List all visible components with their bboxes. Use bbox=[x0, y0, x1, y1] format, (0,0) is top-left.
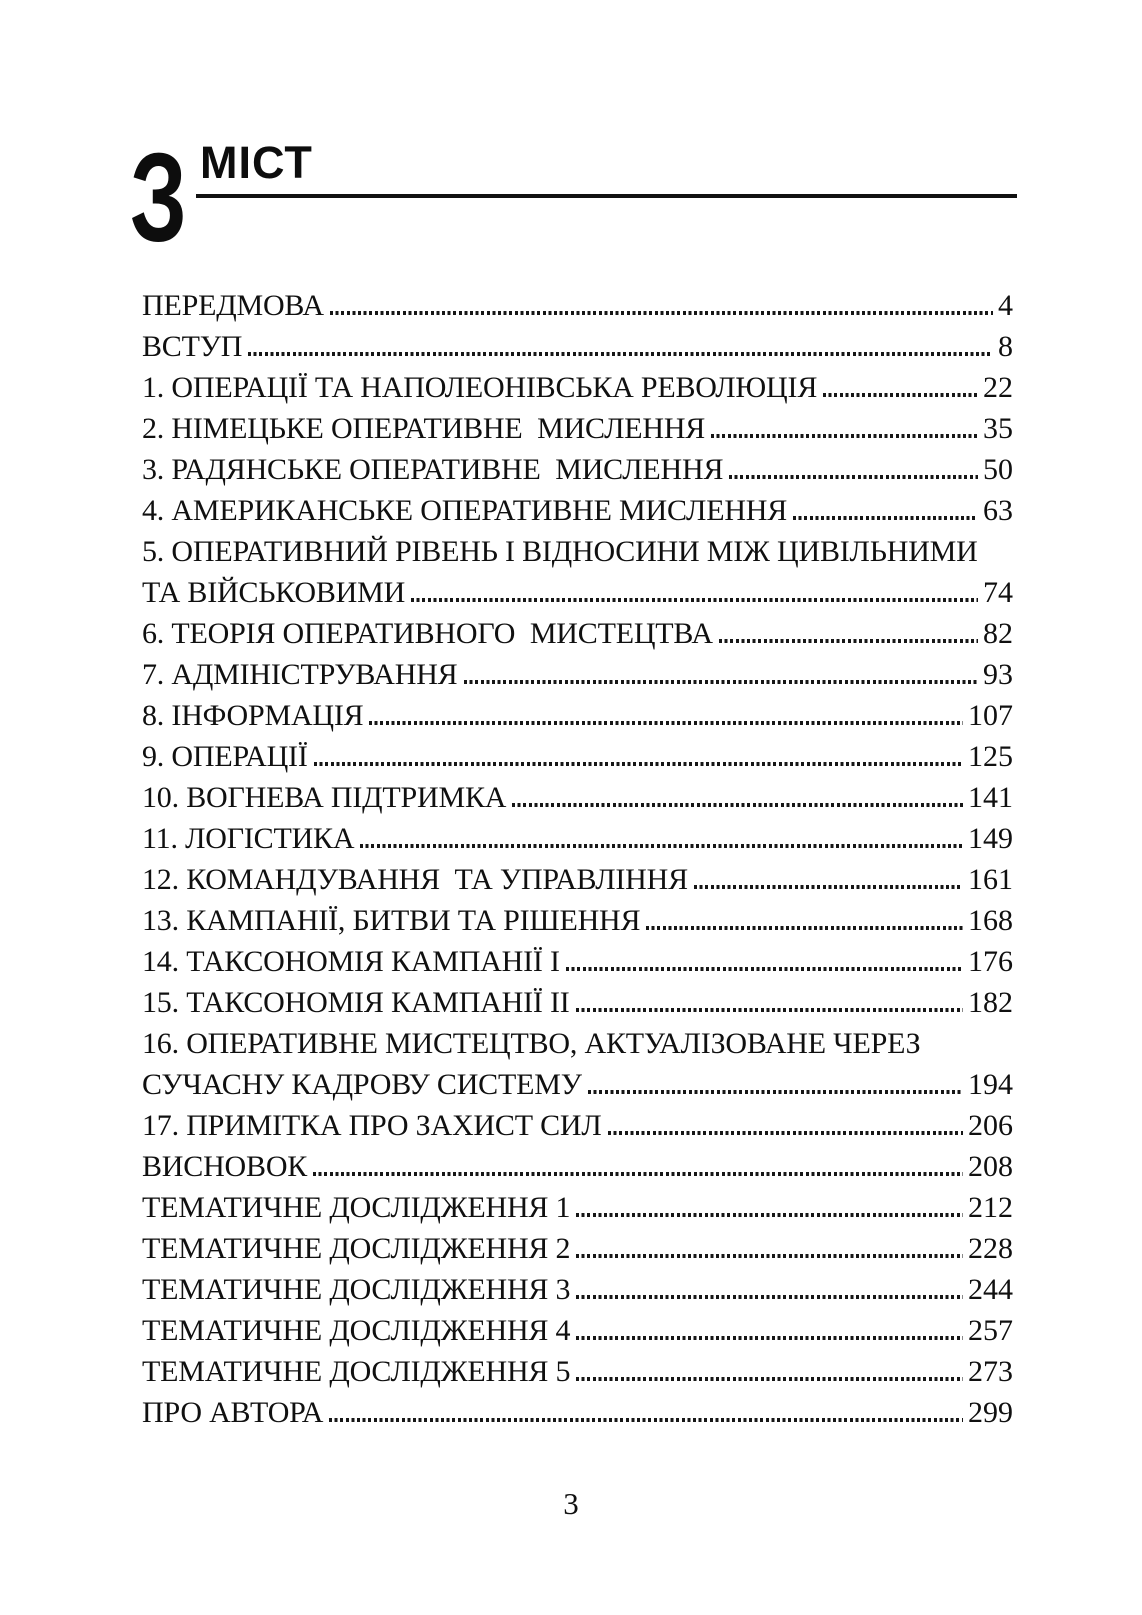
toc-entry-line bbox=[142, 777, 1013, 818]
toc-leader-dots bbox=[330, 311, 993, 315]
toc-entry-line bbox=[142, 695, 1013, 736]
toc-entry-label: 6. ТЕОРІЯ ОПЕРАТИВНОГО МИСТЕЦТВА bbox=[142, 617, 713, 650]
toc-entry-label: 3. РАДЯНСЬКЕ ОПЕРАТИВНЕ МИСЛЕННЯ bbox=[142, 453, 724, 486]
toc-entry-line bbox=[142, 900, 1013, 941]
toc-entry-line bbox=[142, 613, 1013, 654]
toc-page-number: 208 bbox=[968, 1150, 1013, 1183]
toc-page-number: 93 bbox=[983, 658, 1013, 691]
toc-leader-dots bbox=[464, 680, 979, 684]
toc-page-number: 299 bbox=[968, 1396, 1013, 1429]
toc-entry-line bbox=[142, 941, 1013, 982]
toc-entry-line bbox=[142, 531, 1013, 572]
toc-entry-line bbox=[142, 408, 1013, 449]
toc-entry bbox=[142, 449, 1013, 490]
toc-entry-label: 15. ТАКСОНОМІЯ КАМПАНІЇ ІІ bbox=[142, 986, 570, 1019]
toc-entry-label: 16. ОПЕРАТИВНЕ МИСТЕЦТВО, АКТУАЛІЗОВАНЕ ЧЕРЕЗ bbox=[142, 1027, 921, 1060]
toc-entry bbox=[142, 1269, 1013, 1310]
toc-entry-label: 14. ТАКСОНОМІЯ КАМПАНІЇ І bbox=[142, 945, 560, 978]
toc-entry-label: ТЕМАТИЧНЕ ДОСЛІДЖЕННЯ 2 bbox=[142, 1232, 571, 1265]
toc-entry bbox=[142, 818, 1013, 859]
toc-page-number: 257 bbox=[968, 1314, 1013, 1347]
toc-page-number: 206 bbox=[968, 1109, 1013, 1142]
toc-page-number: 149 bbox=[968, 822, 1013, 855]
toc-entry-label: ПЕРЕДМОВА bbox=[142, 289, 324, 322]
toc-leader-dots bbox=[711, 434, 978, 438]
toc-page-number: 8 bbox=[998, 330, 1013, 363]
toc-leader-dots bbox=[369, 721, 963, 725]
header-rule bbox=[196, 194, 1017, 198]
toc-entry bbox=[142, 736, 1013, 777]
toc-leader-dots bbox=[576, 1336, 963, 1340]
toc-leader-dots bbox=[576, 1377, 963, 1381]
toc-entry-line bbox=[142, 1269, 1013, 1310]
toc-entry bbox=[142, 1105, 1013, 1146]
toc-entry-label: ПРО АВТОРА bbox=[142, 1396, 324, 1429]
toc-page-number: 168 bbox=[968, 904, 1013, 937]
toc-entry bbox=[142, 531, 1013, 613]
toc-entry-line bbox=[142, 490, 1013, 531]
toc-entry-label: ТЕМАТИЧНЕ ДОСЛІДЖЕННЯ 1 bbox=[142, 1191, 571, 1224]
toc-entry-label: 5. ОПЕРАТИВНИЙ РІВЕНЬ І ВІДНОСИНИ МІЖ ЦИВІЛЬНИМИ bbox=[142, 535, 978, 568]
toc-entry bbox=[142, 900, 1013, 941]
toc-entry-label: 1. ОПЕРАЦІЇ ТА НАПОЛЕОНІВСЬКА РЕВОЛЮЦІЯ bbox=[142, 371, 818, 404]
toc-entry-line bbox=[142, 736, 1013, 777]
toc-page-number: 35 bbox=[983, 412, 1013, 445]
toc-entry bbox=[142, 1392, 1013, 1433]
toc-leader-dots bbox=[313, 1172, 963, 1176]
toc-leader-dots bbox=[329, 1418, 963, 1422]
toc-entry-line bbox=[142, 1105, 1013, 1146]
toc-entry-line bbox=[142, 1064, 1013, 1105]
toc-list bbox=[142, 285, 1013, 1433]
toc-page-number: 4 bbox=[998, 289, 1013, 322]
toc-entry bbox=[142, 326, 1013, 367]
toc-entry-label: 9. ОПЕРАЦІЇ bbox=[142, 740, 308, 773]
toc-entry bbox=[142, 1310, 1013, 1351]
toc-entry-line bbox=[142, 1187, 1013, 1228]
toc-page-number: 63 bbox=[983, 494, 1013, 527]
toc-entry-line bbox=[142, 367, 1013, 408]
toc-entry bbox=[142, 1228, 1013, 1269]
toc-leader-dots bbox=[646, 926, 963, 930]
toc-page-number: 212 bbox=[968, 1191, 1013, 1224]
toc-entry bbox=[142, 1146, 1013, 1187]
toc-leader-dots bbox=[823, 393, 978, 397]
toc-entry-label: 13. КАМПАНІЇ, БИТВИ ТА РІШЕННЯ bbox=[142, 904, 641, 937]
toc-entry-label: ТА ВІЙСЬКОВИМИ bbox=[142, 576, 406, 609]
toc-entry-line bbox=[142, 859, 1013, 900]
toc-page-number: 161 bbox=[968, 863, 1013, 896]
toc-entry-label: 10. ВОГНЕВА ПІДТРИМКА bbox=[142, 781, 507, 814]
toc-leader-dots bbox=[729, 475, 978, 479]
toc-entry-line bbox=[142, 326, 1013, 367]
toc-entry-line bbox=[142, 1023, 1013, 1064]
toc-leader-dots bbox=[411, 598, 978, 602]
toc-entry bbox=[142, 982, 1013, 1023]
toc-page-number: 176 bbox=[968, 945, 1013, 978]
toc-leader-dots bbox=[588, 1090, 963, 1094]
toc-entry bbox=[142, 941, 1013, 982]
toc-entry-label: ТЕМАТИЧНЕ ДОСЛІДЖЕННЯ 5 bbox=[142, 1355, 571, 1388]
toc-entry-line bbox=[142, 572, 1013, 613]
toc-entry-label: ТЕМАТИЧНЕ ДОСЛІДЖЕННЯ 3 bbox=[142, 1273, 571, 1306]
toc-page-number: 125 bbox=[968, 740, 1013, 773]
toc-entry-line bbox=[142, 1310, 1013, 1351]
toc-page-number: 228 bbox=[968, 1232, 1013, 1265]
toc-page-number: 22 bbox=[983, 371, 1013, 404]
toc-entry-label: 4. АМЕРИКАНСЬКЕ ОПЕРАТИВНЕ МИСЛЕННЯ bbox=[142, 494, 788, 527]
toc-entry bbox=[142, 613, 1013, 654]
toc-leader-dots bbox=[576, 1254, 963, 1258]
toc-entry bbox=[142, 1023, 1013, 1105]
toc-entry bbox=[142, 695, 1013, 736]
toc-leader-dots bbox=[576, 1008, 963, 1012]
toc-leader-dots bbox=[248, 352, 993, 356]
toc-entry-line bbox=[142, 1392, 1013, 1433]
toc-page-number: 273 bbox=[968, 1355, 1013, 1388]
toc-page-number: 74 bbox=[983, 576, 1013, 609]
toc-leader-dots bbox=[314, 762, 963, 766]
toc-entry-label: 2. НІМЕЦЬКЕ ОПЕРАТИВНЕ МИСЛЕННЯ bbox=[142, 412, 706, 445]
toc-entry-label: 8. ІНФОРМАЦІЯ bbox=[142, 699, 364, 732]
footer-page-number: 3 bbox=[563, 1486, 579, 1521]
toc-entry-line bbox=[142, 285, 1013, 326]
toc-entry-label: 17. ПРИМІТКА ПРО ЗАХИСТ СИЛ bbox=[142, 1109, 602, 1142]
toc-page-number: 182 bbox=[968, 986, 1013, 1019]
toc-entry-line bbox=[142, 1228, 1013, 1269]
toc-page-number: 141 bbox=[968, 781, 1013, 814]
toc-entry-label: 11. ЛОГІСТИКА bbox=[142, 822, 355, 855]
toc-entry-label: ВСТУП bbox=[142, 330, 243, 363]
toc-entry bbox=[142, 1187, 1013, 1228]
toc-leader-dots bbox=[512, 803, 963, 807]
toc-entry-line bbox=[142, 654, 1013, 695]
toc-entry bbox=[142, 777, 1013, 818]
toc-entry-line bbox=[142, 1351, 1013, 1392]
toc-entry bbox=[142, 859, 1013, 900]
toc-leader-dots bbox=[576, 1295, 963, 1299]
drop-cap-letter: З bbox=[130, 127, 187, 268]
toc-leader-dots bbox=[360, 844, 963, 848]
toc-entry-label: ВИСНОВОК bbox=[142, 1150, 308, 1183]
toc-entry-line bbox=[142, 818, 1013, 859]
toc-entry bbox=[142, 1351, 1013, 1392]
toc-entry bbox=[142, 654, 1013, 695]
toc-entry-line bbox=[142, 449, 1013, 490]
toc-leader-dots bbox=[608, 1131, 963, 1135]
toc-entry bbox=[142, 367, 1013, 408]
toc-entry-label: 7. АДМІНІСТРУВАННЯ bbox=[142, 658, 458, 691]
toc-entry-line bbox=[142, 1146, 1013, 1187]
page-title: МІСТ bbox=[200, 137, 313, 188]
toc-leader-dots bbox=[719, 639, 978, 643]
toc-leader-dots bbox=[793, 516, 978, 520]
toc-page-number: 107 bbox=[968, 699, 1013, 732]
toc-page-number: 50 bbox=[983, 453, 1013, 486]
toc-page-number: 244 bbox=[968, 1273, 1013, 1306]
toc-leader-dots bbox=[566, 967, 963, 971]
toc-entry bbox=[142, 490, 1013, 531]
toc-entry bbox=[142, 408, 1013, 449]
toc-entry-label: СУЧАСНУ КАДРОВУ СИСТЕМУ bbox=[142, 1068, 582, 1101]
toc-leader-dots bbox=[576, 1213, 963, 1217]
toc-entry-line bbox=[142, 982, 1013, 1023]
toc-entry-label: ТЕМАТИЧНЕ ДОСЛІДЖЕННЯ 4 bbox=[142, 1314, 571, 1347]
toc-page-number: 194 bbox=[968, 1068, 1013, 1101]
toc-leader-dots bbox=[694, 885, 963, 889]
toc-entry-label: 12. КОМАНДУВАННЯ ТА УПРАВЛІННЯ bbox=[142, 863, 688, 896]
toc-entry bbox=[142, 285, 1013, 326]
chapter-header bbox=[130, 127, 1017, 268]
toc-page-number: 82 bbox=[983, 617, 1013, 650]
